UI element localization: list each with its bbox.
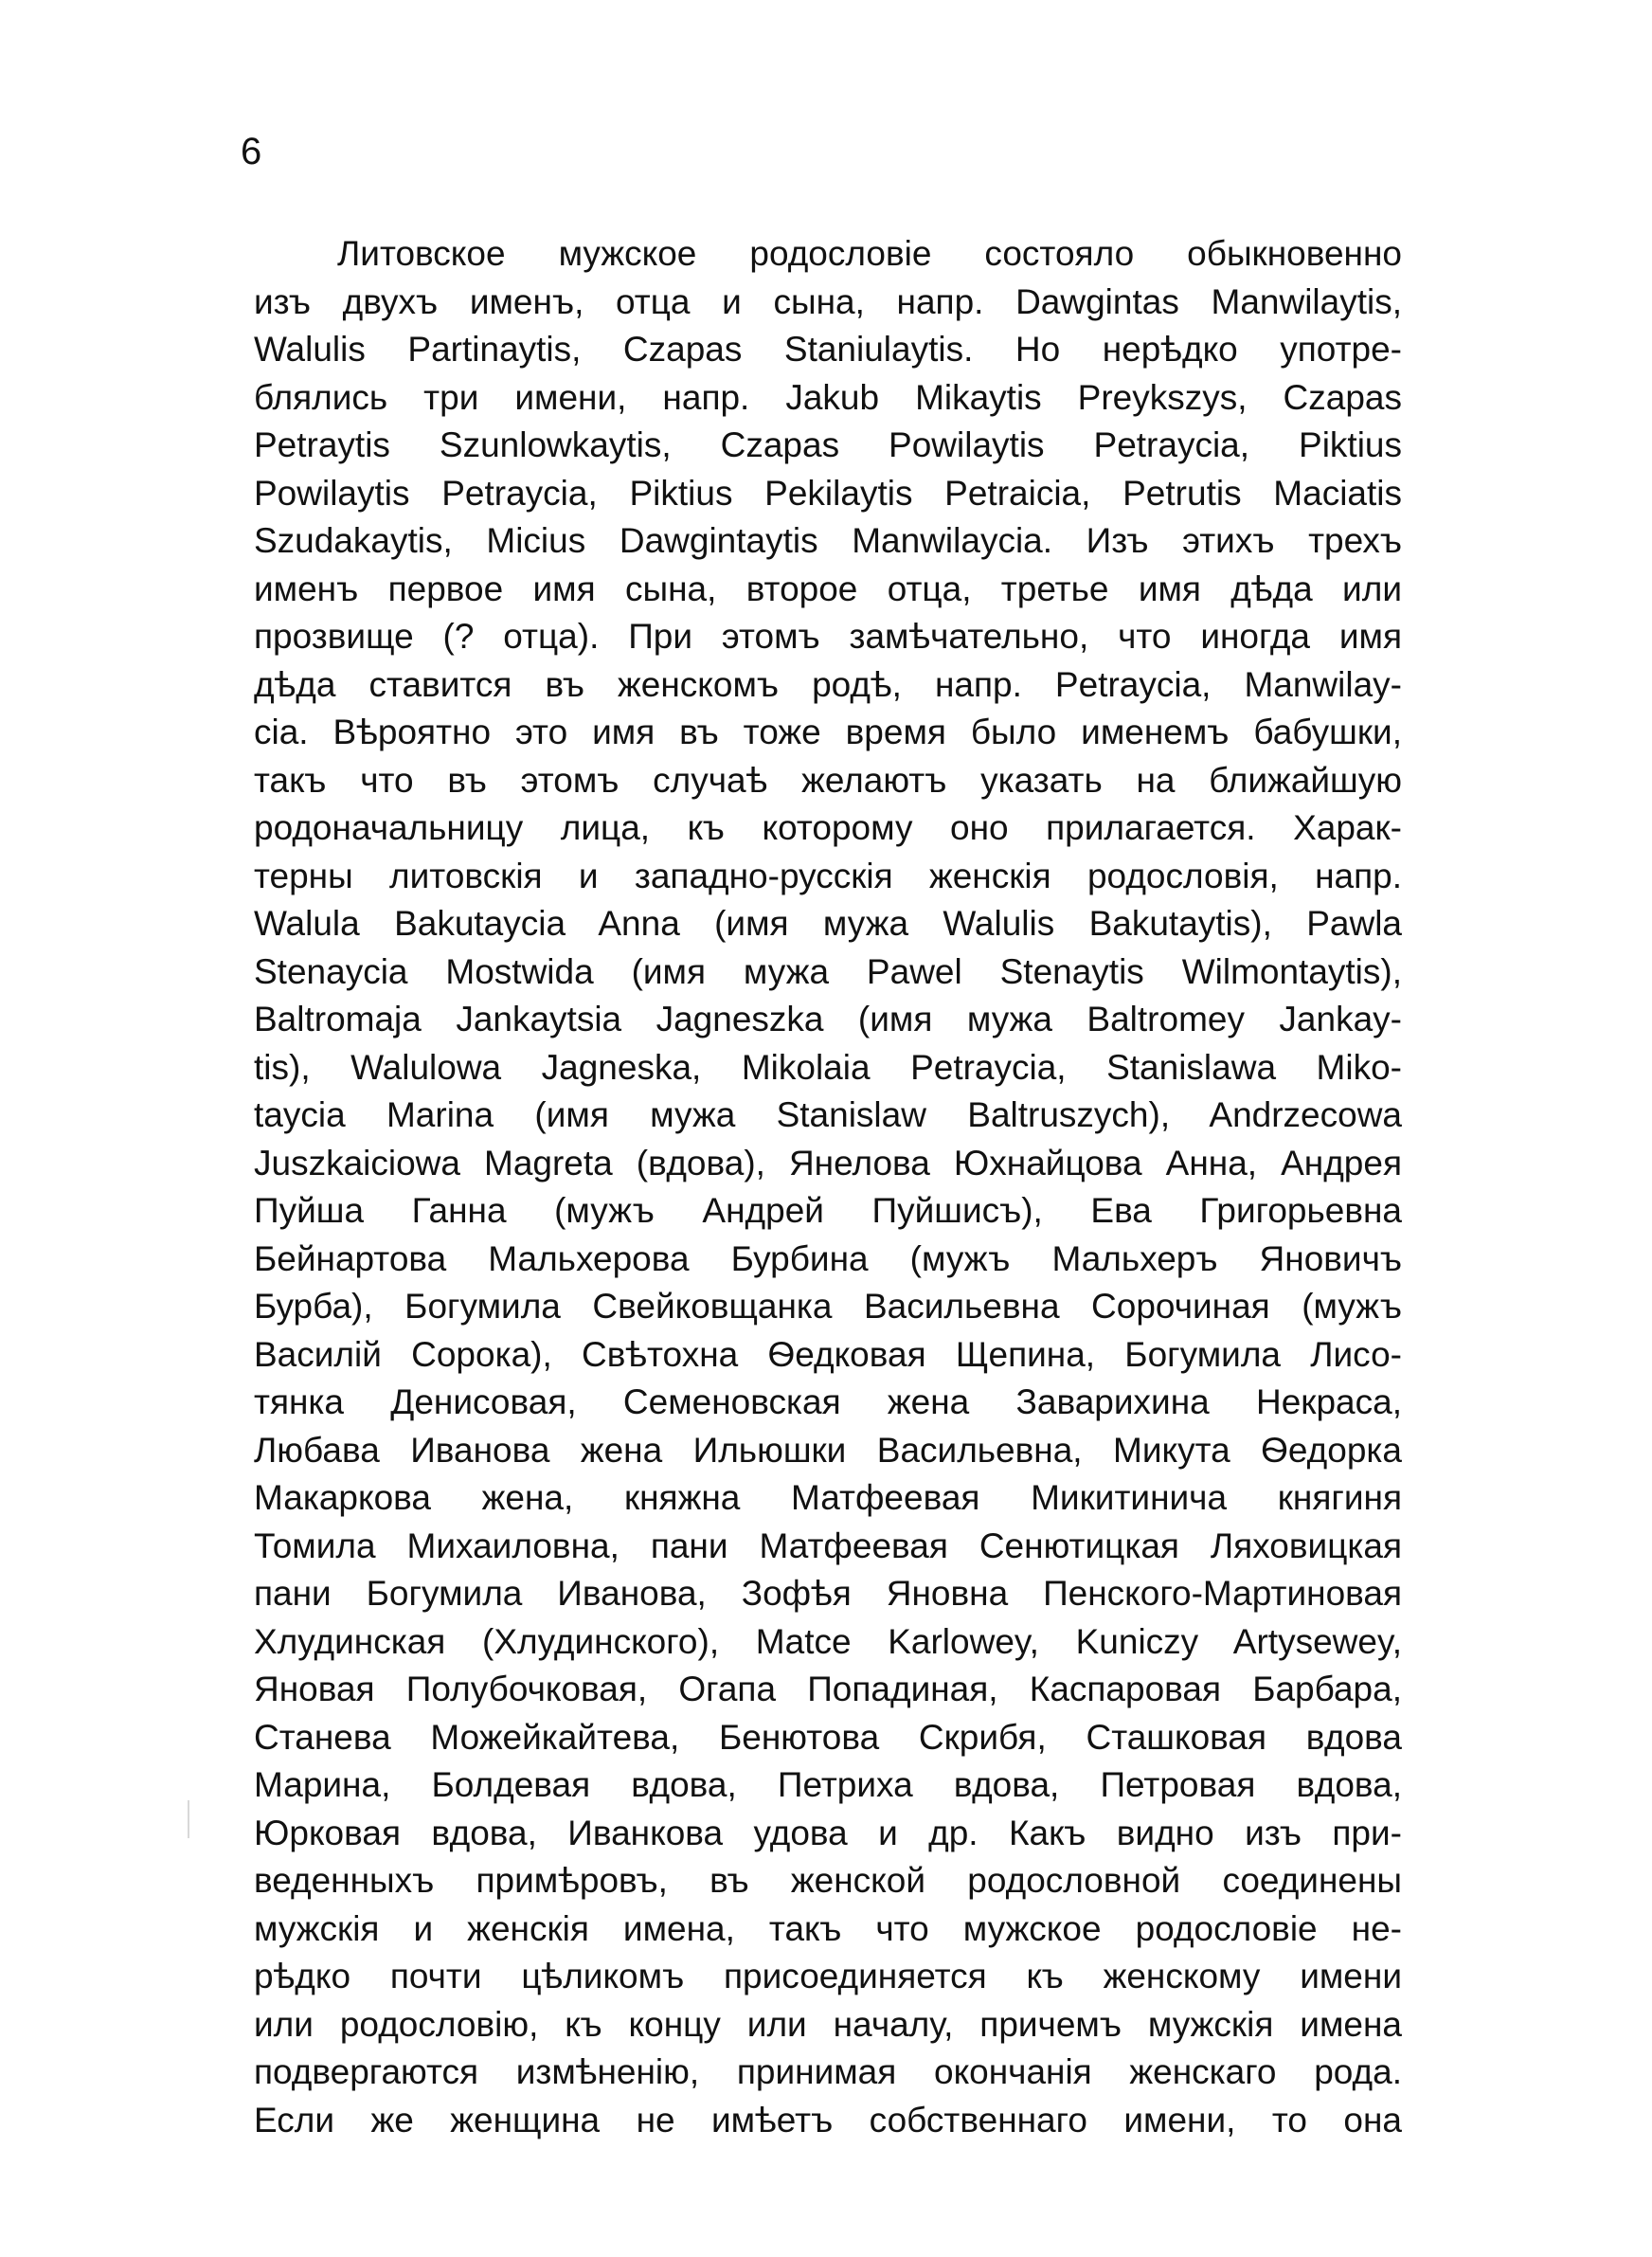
text-line: Станева Можейкайтева, Бенютова Скрибя, Сташковая вдова xyxy=(254,1717,1402,1757)
text-line: родоначальницу лица, къ которому оно прилагается. Харак- xyxy=(254,808,1402,847)
text-line: Яновая Полубочковая, Огапа Попадиная, Каспаровая Барбара, xyxy=(254,1670,1402,1708)
text-line: прозвище (? отца). При этомъ замѣчательно, что иногда имя xyxy=(254,617,1402,656)
text-line: тянка Денисовая, Семеновская жена Заварихина Некраса, xyxy=(254,1382,1402,1421)
text-line: веденныхъ примѣровъ, въ женской родословной соединены xyxy=(254,1861,1402,1900)
text-line: Макаркова жена, княжна Матфеевая Микитинича княгиня xyxy=(254,1478,1402,1517)
text-line: Любава Иванова жена Ильюшки Васильевна, Микута Ѳедорка xyxy=(254,1430,1402,1470)
page-number: 6 xyxy=(241,131,262,172)
text-line: Stenaycia Mostwida (имя мужа Pawel Stenaytis Wilmontaytis), xyxy=(254,951,1402,991)
text-line: Walulis Partinaytis, Czapas Staniulaytis. Но нерѣдко употре- xyxy=(254,330,1402,369)
text-line: taycia Marina (имя мужа Stanislaw Baltruszych), Andrzecowa xyxy=(254,1095,1402,1134)
scan-edge-mark xyxy=(188,1800,189,1838)
text-line: Василій Сорока), Свѣтохна Ѳедковая Щепина, Богумила Лисо- xyxy=(254,1334,1402,1374)
text-line: Томила Михаиловна, пани Матфеевая Сенютицкая Ляховицкая xyxy=(254,1526,1402,1565)
text-line: такъ что въ этомъ случаѣ желаютъ указать на ближайшую xyxy=(254,760,1402,800)
text-line: рѣдко почти цѣликомъ присоединяется къ женскому имени xyxy=(254,1957,1402,1995)
text-line: Szudakaytis, Micius Dawgintaytis Manwilaycia. Изъ этихъ трехъ xyxy=(254,521,1402,560)
text-line: дѣда ставится въ женскомъ родѣ, напр. Petraycia, Manwilay- xyxy=(254,664,1402,704)
text-line: Walula Bakutaycia Anna (имя мужа Walulis Bakutaytis), Pawla xyxy=(254,904,1402,943)
text-line: блялись три имени, напр. Jakub Mikaytis Preykszys, Czapas xyxy=(254,377,1402,417)
text-line: подвергаются измѣненію, принимая окончанія женскаго рода. xyxy=(254,2052,1402,2091)
text-line: Если же женщина не имѣетъ собственнаго имени, то она xyxy=(254,2100,1402,2140)
text-line: Baltromaja Jankaytsia Jagneszka (имя мужа Baltromey Jankay- xyxy=(254,1000,1402,1038)
text-line: Хлудинская (Хлудинского), Matce Karlowey, Kuniczy Artysewey, xyxy=(254,1621,1402,1661)
text-line: tis), Walulowa Jagneska, Mikolaia Petraycia, Stanislawa Miko- xyxy=(254,1047,1402,1087)
text-line: или родословію, къ концу или началу, причемъ мужскія имена xyxy=(254,2004,1402,2044)
text-line: пани Богумила Иванова, Зофѣя Яновна Пенского-Мартиновая xyxy=(254,1574,1402,1613)
text-line: Пуйша Ганна (мужъ Андрей Пуйшисъ), Ева Григорьевна xyxy=(254,1191,1402,1230)
text-line: Juszkaiciowa Magreta (вдова), Янелова Юхнайцова Анна, Андрея xyxy=(254,1143,1402,1183)
text-line: Бейнартова Мальхерова Бурбина (мужъ Мальхеръ Яновичъ xyxy=(254,1238,1402,1278)
text-line: Powilaytis Petraycia, Piktius Pekilaytis Petraicia, Petrutis Maciatis xyxy=(254,473,1402,513)
text-line: мужскія и женскія имена, такъ что мужское родословіе не- xyxy=(254,1908,1402,1948)
text-line: Литовское мужское родословіе состояло обыкновенно xyxy=(337,234,1402,273)
text-line: cia. Вѣроятно это имя въ тоже время было именемъ бабушки, xyxy=(254,713,1402,751)
text-line: Юрковая вдова, Иванкова удова и др. Какъ видно изъ при- xyxy=(254,1813,1402,1852)
body-text xyxy=(254,230,1402,2144)
text-line: именъ первое имя сына, второе отца, третье имя дѣда или xyxy=(254,569,1402,608)
text-line: Petraytis Szunlowkaytis, Czapas Powilaytis Petraycia, Piktius xyxy=(254,425,1402,464)
text-line: изъ двухъ именъ, отца и сына, напр. Dawgintas Manwilaytis, xyxy=(254,281,1402,321)
text-line: Бурба), Богумила Свейковщанка Васильевна Сорочиная (мужъ xyxy=(254,1287,1402,1326)
text-line: Марина, Болдевая вдова, Петриха вдова, Петровая вдова, xyxy=(254,1765,1402,1804)
text-line: терны литовскія и западно-русскія женскія родословія, напр. xyxy=(254,856,1402,895)
